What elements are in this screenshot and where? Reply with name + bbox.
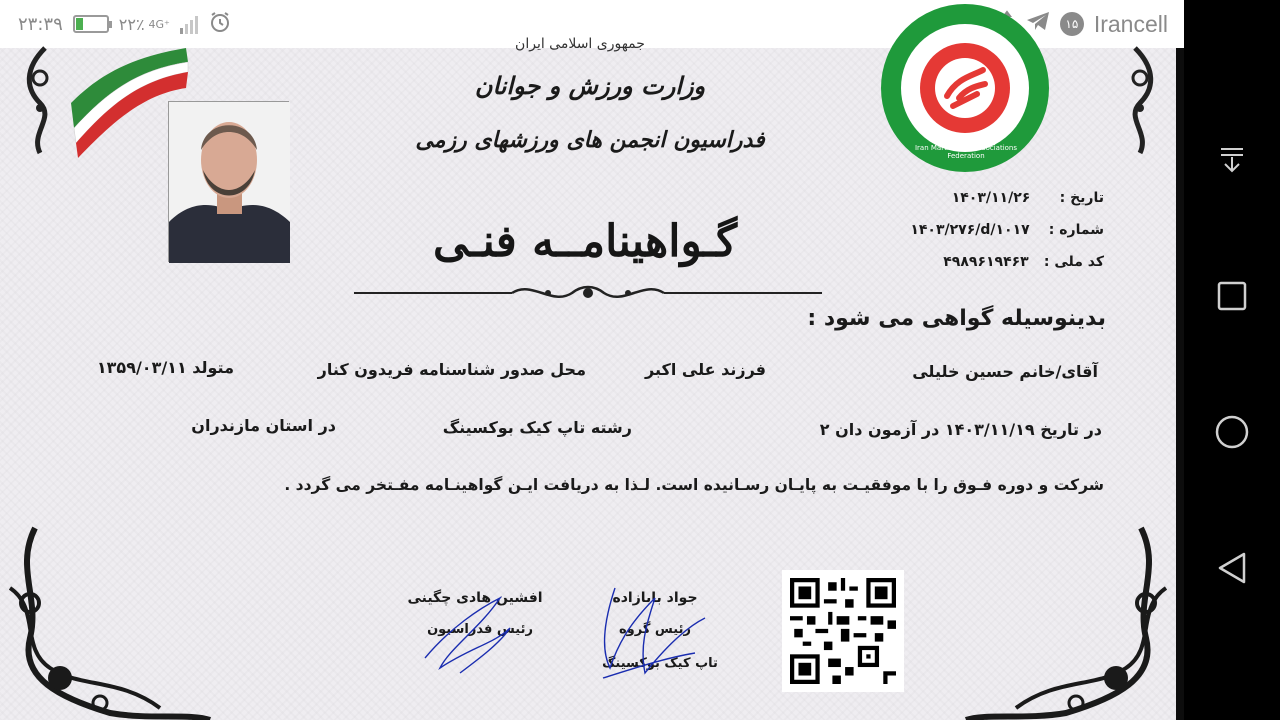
- network-type: 4G⁺: [148, 17, 170, 31]
- logo-caption: Iran Martial Arts Associations Federation: [914, 144, 1018, 160]
- certificate-intro: بدینوسیله گواهی می شود :: [807, 306, 1106, 331]
- holder-father: فرزند علی اکبر: [645, 360, 766, 379]
- qr-code-icon: [790, 578, 896, 684]
- date-value: ۱۴۰۳/۱۱/۲۶: [951, 190, 1031, 206]
- home-circle-icon[interactable]: [1208, 408, 1256, 456]
- document-edge: [1176, 48, 1184, 720]
- number-value: ۱۴۰۳/۲۷۶/d/۱۰۱۷: [910, 222, 1030, 238]
- person-photo-icon: [169, 102, 290, 263]
- holder-birthplace: محل صدور شناسنامه فریدون کنار: [317, 360, 586, 379]
- federation-name: فدراسیون انجمن های ورزشهای رزمی: [415, 128, 765, 153]
- holder-birthdate: متولد ۱۳۵۹/۰۳/۱۱: [96, 358, 234, 377]
- sim-badge: ۱۵: [1060, 12, 1084, 36]
- signal-icon: [180, 14, 198, 34]
- group-head-discipline: تاپ کیک بوکسینگ: [602, 656, 718, 671]
- completion-statement: شرکت و دوره فـوق را با موفقیـت به پایـان رسـانیده است. لـذا به دریافت ایـن گواهینـامه مفـتخر می گردد .: [284, 476, 1104, 494]
- certificate-title: گـواهینامــه فنـی: [432, 216, 738, 267]
- battery-icon: [73, 15, 109, 33]
- id-photo: [168, 101, 289, 262]
- discipline: رشته تاپ کیک بوکسینگ: [442, 418, 632, 437]
- national-id-value: ۴۹۸۹۶۱۹۴۶۳: [943, 254, 1029, 270]
- header-partial-line: جمهوری اسلامی ایران: [515, 36, 645, 52]
- federation-head-name: افشین هادی چگینی: [407, 590, 543, 606]
- exam-date: در تاریخ ۱۴۰۳/۱۱/۱۹ در آزمون دان ۲: [819, 420, 1102, 439]
- holder-name: آقای/خانم حسین خلیلی: [912, 362, 1098, 381]
- certificate-document[interactable]: [0, 36, 1176, 720]
- bottom-right-ornament-icon: [966, 528, 1176, 720]
- notification-pull-down-icon[interactable]: [1208, 136, 1256, 184]
- telegram-icon: [1026, 10, 1050, 38]
- federation-signature-icon: [420, 588, 530, 678]
- group-head-role: رئیس گروه: [619, 622, 691, 637]
- group-head-name: جواد بابازاده: [612, 590, 698, 606]
- group-signature-icon: [595, 578, 710, 688]
- alarm-icon: [208, 10, 232, 39]
- number-label: شماره :: [1048, 222, 1104, 238]
- date-label: تاریخ :: [1059, 190, 1104, 206]
- ministry-name: وزارت ورزش و جوانان: [474, 72, 706, 100]
- recents-square-icon[interactable]: [1208, 272, 1256, 320]
- back-triangle-icon[interactable]: [1208, 544, 1256, 592]
- top-right-ornament-icon: [1110, 48, 1160, 158]
- top-left-ornament-icon: [20, 48, 70, 158]
- battery-percent: ۲۲٪: [118, 14, 145, 34]
- status-left: [18, 10, 232, 38]
- navigation-bar: [1184, 0, 1280, 720]
- qr-code[interactable]: [782, 570, 904, 692]
- province: در استان مازندران: [191, 416, 336, 435]
- carrier-name: Irancell: [1093, 10, 1168, 37]
- clock: ۲۳:۳۹: [18, 13, 63, 35]
- federation-head-role: رئیس فدراسیون: [427, 622, 533, 637]
- bottom-left-ornament-icon: [0, 528, 210, 720]
- ornament-divider-icon: [352, 280, 824, 306]
- national-id-label: کد ملی :: [1043, 254, 1104, 270]
